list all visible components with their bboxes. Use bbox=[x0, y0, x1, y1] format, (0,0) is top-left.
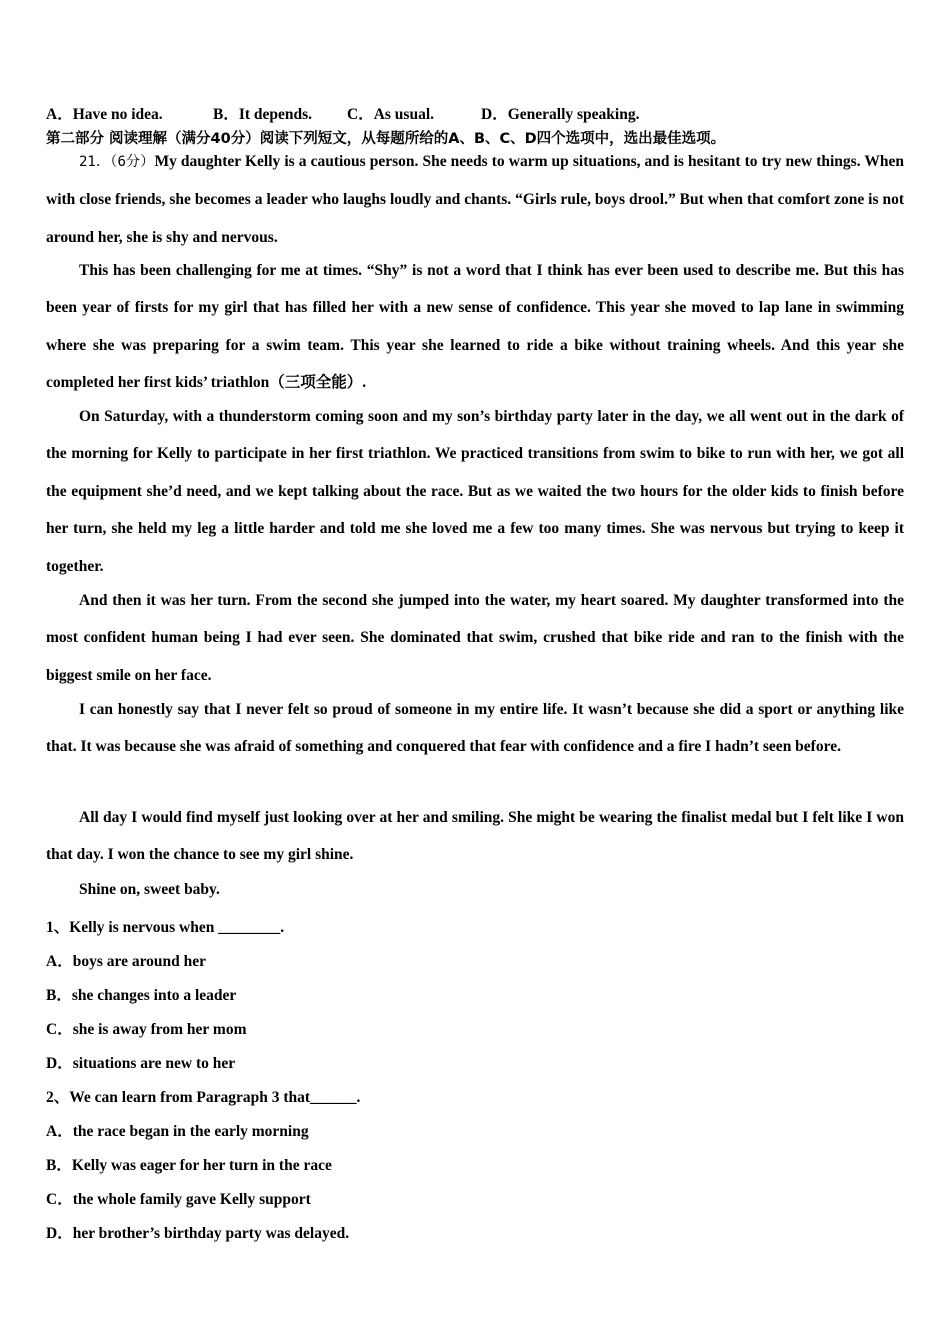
previous-question-options bbox=[46, 102, 639, 124]
question-1-stem: 1、Kelly is nervous when ________. bbox=[46, 919, 285, 936]
passage-paragraph-1: 21．（6分）My daughter Kelly is a cautious person. She needs to warm up situations, and is hesitant to try new things. When with close friends, she becomes a leader who laughs loudly and chants. “Girls rule, boys drool.” But when that comfort zone is not around her, she is shy and nervous. bbox=[46, 153, 904, 246]
passage-paragraph-7: Shine on, sweet baby. bbox=[79, 881, 220, 898]
question-2-stem: 2、We can learn from Paragraph 3 that______. bbox=[46, 1089, 361, 1106]
option-a: A．Have no idea. bbox=[46, 106, 163, 123]
question-2-option-b: B．Kelly was eager for her turn in the race bbox=[46, 1157, 332, 1174]
question-2-option-c: C．the whole family gave Kelly support bbox=[46, 1191, 311, 1208]
question-number: 21．（6分） bbox=[79, 154, 155, 170]
option-d: D．Generally speaking. bbox=[481, 106, 640, 123]
question-2-option-a: A．the race began in the early morning bbox=[46, 1123, 309, 1140]
question-1-option-d: D．situations are new to her bbox=[46, 1055, 236, 1072]
passage-paragraph-3: On Saturday, with a thunderstorm coming soon and my son’s birthday party later in the day, we all went out in the dark of the morning for Kelly to participate in her first triathlon. We practiced transitions from swim to bike to run with her, we got all the equipment she’d need, and we kept talking about the race. But as we waited the two hours for the older kids to finish before her turn, she held my leg a little harder and told me she loved me a few too many times. She was nervous but trying to keep it together. bbox=[46, 408, 904, 575]
question-1-option-c: C．she is away from her mom bbox=[46, 1021, 247, 1038]
question-1-option-a: A．boys are around her bbox=[46, 953, 207, 970]
option-b: B．It depends. bbox=[213, 106, 313, 123]
question-2-option-d: D．her brother’s birthday party was delayed. bbox=[46, 1225, 350, 1242]
option-c: C．As usual. bbox=[347, 106, 434, 123]
passage-paragraph-6: All day I would find myself just looking over at her and smiling. She might be wearing the finalist medal but I felt like I won that day. I won the chance to see my girl shine. bbox=[46, 809, 904, 864]
passage-paragraph-2: This has been challenging for me at times. “Shy” is not a word that I think has ever been used to describe me. But this has been year of firsts for my girl that has filled her with a new sense of confidence. This year she moved to lap lane in swimming where she was preparing for a swim team. This year she learned to ride a bike without training wheels. And this year she completed her first kids’ triathlon（三项全能）. bbox=[46, 262, 904, 392]
question-1-option-b: B．she changes into a leader bbox=[46, 987, 237, 1004]
passage-paragraph-4: And then it was her turn. From the second she jumped into the water, my heart soared. My daughter transformed into the most confident human being I had ever seen. She dominated that swim, crushed that bike ride and ran to the finish with the biggest smile on her face. bbox=[46, 592, 904, 684]
section-heading: 第二部分 阅读理解（满分40分）阅读下列短文，从每题所给的A、B、C、D四个选项中，选出最佳选项。 bbox=[46, 131, 726, 147]
passage-paragraph-5: I can honestly say that I never felt so proud of someone in my entire life. It wasn’t because she did a sport or anything like that. It was because she was afraid of something and conquered that fear with confidence and a fire I hadn’t seen before. bbox=[46, 701, 904, 756]
